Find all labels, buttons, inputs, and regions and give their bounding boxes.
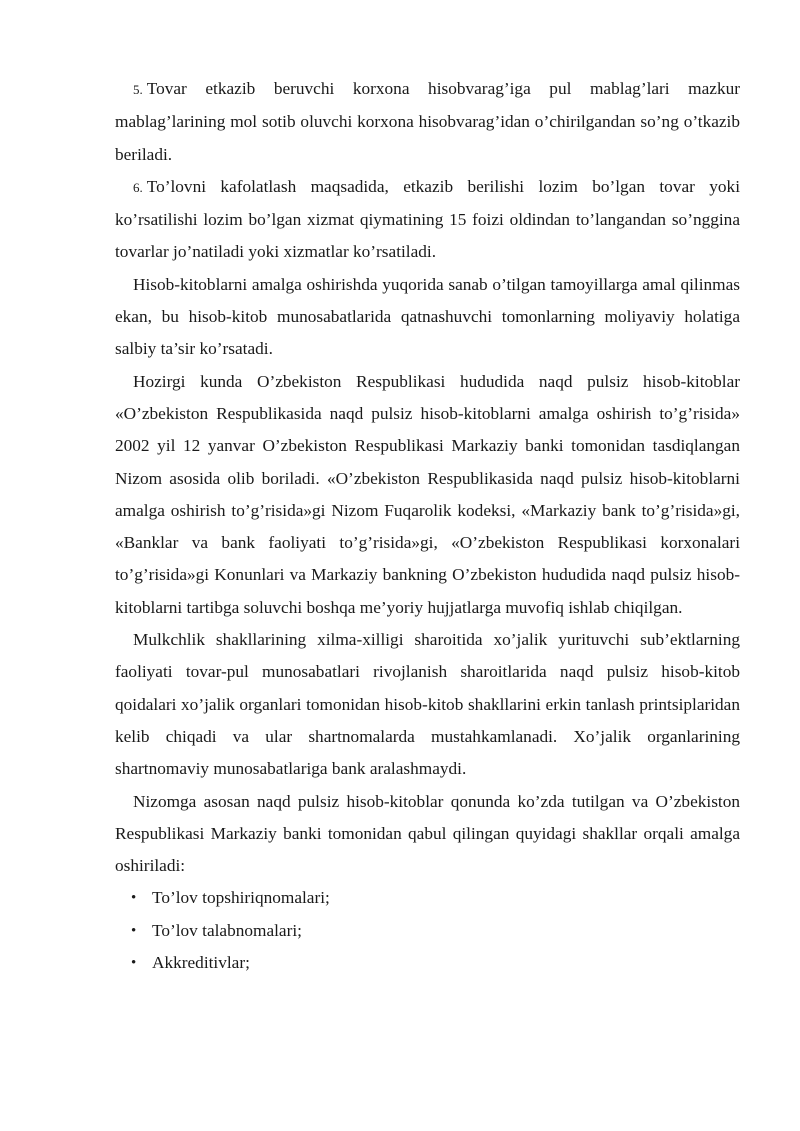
list-item [115,882,740,914]
list-item [115,947,740,979]
list-item-text: Akkreditivlar; [152,953,250,973]
payment-forms-list [115,882,740,979]
list-item [115,915,740,947]
item-number: 5. [133,82,143,97]
paragraph-text: Tovar etkazib beruvchi korxona hisobvarag’iga pul mablag’lari mazkur mablag’larining mol sotib oluvchi korxona hisobvarag’idan o’chirilgandan so’ng o’tkazib beriladi. [115,79,740,164]
list-item-text: To’lov topshiriqnomalari; [152,888,330,908]
numbered-paragraph-6 [115,171,740,269]
paragraph-principles: Hisob-kitoblarni amalga oshirishda yuqorida sanab o’tilgan tamoyillarga amal qilinmas ekan, bu hisob-kitob munosabatlarida qatnashuvchi tomonlarning moliyaviy holatiga salbiy ta’sir ko’rsatadi. [115,274,740,359]
list-item-text: To’lov talabnomalari; [152,920,302,940]
document-body [115,73,740,979]
item-number: 6. [133,179,143,195]
paragraph-regulation: Hozirgi kunda O’zbekiston Respublikasi hududida naqd pulsiz hisob-kitoblar «O’zbekiston Respublikasida naqd pulsiz hisob-kitoblarni amalga oshirish to’g’risida» 2002 yil 12 yanvar O’zbekiston Respublikasi Markaziy banki tomonidan tasdiqlangan Nizom asosida olib boriladi. «O’zbekiston Respublikasida naqd pulsiz hisob-kitoblarni amalga oshirish to’g’risida»gi Nizom Fuqarolik kodeksi, «Markaziy bank to’g’risida»gi, «Banklar va bank faoliyati to’g’risida»gi, «O’zbekiston Respublikasi korxonalari to’g’risida»gi Konunlari va Markaziy bankning O’zbekiston hududida naqd pulsiz hisob-kitoblarni tartibga soluvchi boshqa me’yoriy hujjatlarga muvofiq ishlab chiqilgan. [115,371,740,617]
bullet-icon: • [131,890,137,907]
paragraph-text: To’lovni kafolatlash maqsadida, etkazib berilishi lozim bo’lgan tovar yoki ko’rsatilishi lozim bo’lgan xizmat qiymatining 15 foizi oldindan to’langandan so’nggina tovarlar jo’natiladi yoki xizmatlar ko’rsatiladi. [115,176,740,262]
paragraph-ownership: Mulkchlik shakllarining xilma-xilligi sharoitida xo’jalik yurituvchi sub’ektlarning faoliyati tovar-pul munosabatlari rivojlanish sharoitlarida naqd pulsiz hisob-kitob qoidalari xo’jalik organlari tomonidan hisob-kitob shakllarini erkin tanlash printsiplaridan kelib chiqadi va ular shartnomalarda mustahkamlanadi. Xo’jalik organlarining shartnomaviy munosabatlariga bank aralashmaydi. [115,630,740,779]
bullet-icon: • [131,955,137,972]
numbered-paragraph-5 [115,73,740,171]
bullet-icon: • [131,922,137,939]
paragraph-forms-intro: Nizomga asosan naqd pulsiz hisob-kitoblar qonunda ko’zda tutilgan va O’zbekiston Respublikasi Markaziy banki tomonidan qabul qilingan quyidagi shakllar orqali amalga oshiriladi: [115,791,740,876]
